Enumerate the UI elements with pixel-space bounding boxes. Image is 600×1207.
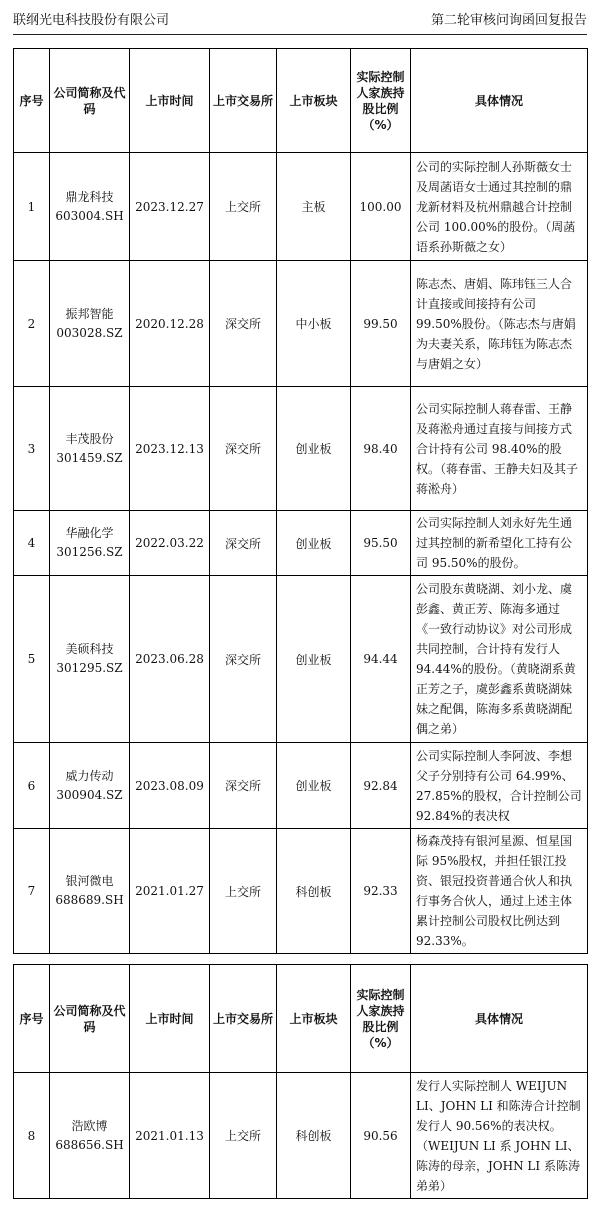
table-header-row [14, 49, 588, 153]
page-header [13, 0, 587, 35]
comparable-companies-table-continued [13, 964, 588, 1199]
cell-exchange: 深交所 [210, 387, 277, 511]
table-row [14, 511, 588, 576]
header-board: 上市板块 [277, 49, 351, 153]
table-row [14, 576, 588, 743]
cell-detail: 公司股东黄晓湖、刘小龙、虞彭鑫、黄正芳、陈海多通过《一致行动协议》对公司形成共同控制，合计持有发行人 94.44%的股份。（黄晓湖系黄正芳之子，虞彭鑫系黄晓湖妹妹之配偶，陈海多系黄晓湖配偶之弟） [411, 576, 588, 743]
table-row [14, 1073, 588, 1199]
cell-ratio: 94.44 [351, 576, 411, 743]
table-row [14, 743, 588, 829]
cell-seq: 3 [14, 387, 50, 511]
cell-board: 创业板 [277, 743, 351, 829]
header-ratio: 实际控制人家族持股比例（%） [351, 965, 411, 1073]
cell-company [50, 153, 130, 261]
cell-seq: 1 [14, 153, 50, 261]
cell-listing-date: 2023.12.13 [130, 387, 210, 511]
cell-listing-date: 2023.12.27 [130, 153, 210, 261]
cell-detail: 公司实际控制人李阿波、李想父子分别持有公司 64.99%、27.85%的股权，合计控制公司 92.84%的表决权 [411, 743, 588, 829]
cell-company [50, 576, 130, 743]
stock-code: 003028.SZ [56, 325, 123, 340]
cell-ratio: 92.84 [351, 743, 411, 829]
company-name: 联纲光电科技股份有限公司 [13, 13, 170, 28]
stock-code: 688656.SH [55, 1137, 124, 1152]
cell-listing-date: 2023.08.09 [130, 743, 210, 829]
table-row [14, 261, 588, 387]
cell-exchange: 深交所 [210, 576, 277, 743]
cell-listing-date: 2023.06.28 [130, 576, 210, 743]
cell-ratio: 98.40 [351, 387, 411, 511]
cell-detail: 发行人实际控制人 WEIJUN LI、JOHN LI 和陈涛合计控制发行人 90.56%的表决权。（WEIJUN LI 系 JOHN LI、陈涛的母亲，JOHN LI 系陈涛弟弟） [411, 1073, 588, 1199]
stock-code: 301459.SZ [56, 450, 123, 465]
cell-ratio: 100.00 [351, 153, 411, 261]
cell-board: 科创板 [277, 829, 351, 954]
company-short-name: 丰茂股份 [65, 431, 114, 446]
header-exchange: 上市交易所 [210, 49, 277, 153]
cell-detail: 公司实际控制人蒋春雷、王静及蒋淞舟通过直接与间接方式合计持有公司 98.40%的股权。（蒋春雷、王静夫妇及其子蒋淞舟） [411, 387, 588, 511]
cell-board: 科创板 [277, 1073, 351, 1199]
cell-exchange: 深交所 [210, 743, 277, 829]
cell-listing-date: 2020.12.28 [130, 261, 210, 387]
company-short-name: 威力传动 [65, 768, 114, 783]
header-seq: 序号 [14, 49, 50, 153]
cell-ratio: 99.50 [351, 261, 411, 387]
cell-ratio: 90.56 [351, 1073, 411, 1199]
cell-company [50, 829, 130, 954]
report-title: 第二轮审核问询函回复报告 [430, 13, 587, 28]
cell-company [50, 261, 130, 387]
cell-detail: 公司实际控制人刘永好先生通过其控制的新希望化工持有公司 95.50%的股份。 [411, 511, 588, 576]
header-exchange: 上市交易所 [210, 965, 277, 1073]
cell-company [50, 511, 130, 576]
table-row [14, 153, 588, 261]
table-row [14, 829, 588, 954]
cell-detail: 杨森茂持有银河星源、恒星国际 95%股权，并担任银江投资、银冠投资普通合伙人和执行事务合伙人，通过上述主体累计控制公司股权比例达到 92.33%。 [411, 829, 588, 954]
cell-listing-date: 2022.03.22 [130, 511, 210, 576]
stock-code: 301256.SZ [56, 545, 123, 559]
table-row [14, 387, 588, 511]
header-company: 公司简称及代码 [50, 49, 130, 153]
cell-company [50, 387, 130, 511]
stock-code: 603004.SH [55, 208, 124, 223]
cell-exchange: 深交所 [210, 261, 277, 387]
company-short-name: 振邦智能 [65, 306, 114, 321]
header-detail: 具体情况 [411, 965, 588, 1073]
company-short-name: 美硕科技 [65, 642, 114, 656]
cell-seq: 4 [14, 511, 50, 576]
company-short-name: 华融化学 [65, 526, 114, 540]
cell-seq: 6 [14, 743, 50, 829]
cell-seq: 8 [14, 1073, 50, 1199]
stock-code: 688689.SH [55, 893, 124, 907]
cell-seq: 7 [14, 829, 50, 954]
cell-seq: 2 [14, 261, 50, 387]
header-detail: 具体情况 [411, 49, 588, 153]
cell-detail: 陈志杰、唐娟、陈玮钰三人合计直接或间接持有公司 99.50%股份。（陈志杰与唐娟为夫妻关系，陈玮钰为陈志杰与唐娟之女） [411, 261, 588, 387]
cell-company [50, 1073, 130, 1199]
cell-seq: 5 [14, 576, 50, 743]
cell-ratio: 92.33 [351, 829, 411, 954]
cell-ratio: 95.50 [351, 511, 411, 576]
cell-board: 主板 [277, 153, 351, 261]
cell-listing-date: 2021.01.13 [130, 1073, 210, 1199]
cell-listing-date: 2021.01.27 [130, 829, 210, 954]
cell-detail: 公司的实际控制人孙斯薇女士及周菡语女士通过其控制的鼎龙新材料及杭州鼎越合计控制公司 100.00%的股份。（周菡语系孙斯薇之女） [411, 153, 588, 261]
cell-board: 中小板 [277, 261, 351, 387]
cell-board: 创业板 [277, 576, 351, 743]
company-short-name: 银河微电 [65, 874, 114, 888]
stock-code: 301295.SZ [56, 661, 123, 675]
header-seq: 序号 [14, 965, 50, 1073]
header-board: 上市板块 [277, 965, 351, 1073]
company-short-name: 鼎龙科技 [65, 189, 114, 204]
header-listing-date: 上市时间 [130, 49, 210, 153]
company-short-name: 浩欧博 [71, 1118, 108, 1133]
comparable-companies-table [13, 48, 588, 954]
cell-exchange: 深交所 [210, 511, 277, 576]
header-listing-date: 上市时间 [130, 965, 210, 1073]
cell-exchange: 上交所 [210, 153, 277, 261]
cell-board: 创业板 [277, 511, 351, 576]
cell-exchange: 上交所 [210, 829, 277, 954]
stock-code: 300904.SZ [56, 787, 123, 802]
cell-company [50, 743, 130, 829]
cell-exchange: 上交所 [210, 1073, 277, 1199]
cell-board: 创业板 [277, 387, 351, 511]
table-header-row [14, 965, 588, 1073]
header-ratio: 实际控制人家族持股比例（%） [351, 49, 411, 153]
header-company: 公司简称及代码 [50, 965, 130, 1073]
